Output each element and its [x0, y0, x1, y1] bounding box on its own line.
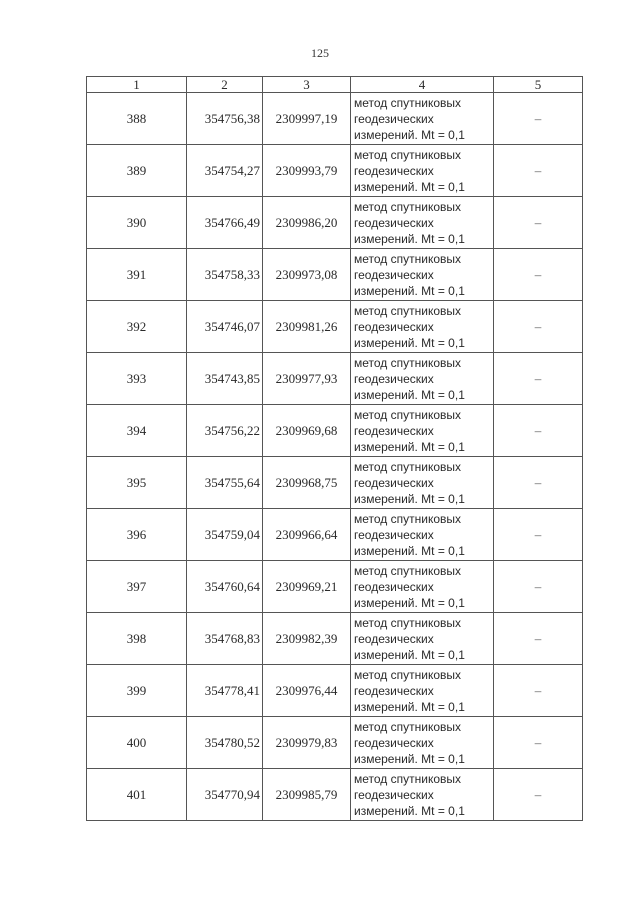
x-coordinate-cell: 354756,22: [187, 405, 263, 457]
table-row: [87, 665, 583, 717]
x-coordinate-cell: 354768,83: [187, 613, 263, 665]
table-row: [87, 93, 583, 145]
method-line: метод спутниковых: [354, 251, 462, 266]
point-number-cell: 389: [87, 145, 187, 197]
method-line: геодезических: [354, 631, 434, 646]
method-line: измерений. Mt = 0,1: [354, 439, 465, 454]
y-coordinate-cell: 2309977,93: [263, 353, 351, 405]
point-number-cell: 397: [87, 561, 187, 613]
y-coordinate-cell: 2309969,21: [263, 561, 351, 613]
point-number-cell: 391: [87, 249, 187, 301]
point-number-cell: 388: [87, 93, 187, 145]
method-line: геодезических: [354, 787, 434, 802]
y-coordinate-cell: 2309969,68: [263, 405, 351, 457]
note-cell: –: [494, 301, 583, 353]
note-cell: –: [494, 509, 583, 561]
x-coordinate-cell: 354758,33: [187, 249, 263, 301]
method-line: измерений. Mt = 0,1: [354, 283, 465, 298]
point-number-cell: 399: [87, 665, 187, 717]
table-row: [87, 249, 583, 301]
table-row: [87, 769, 583, 821]
point-number-cell: 394: [87, 405, 187, 457]
x-coordinate-cell: 354778,41: [187, 665, 263, 717]
point-number-cell: 396: [87, 509, 187, 561]
x-coordinate-cell: 354746,07: [187, 301, 263, 353]
method-cell: [351, 769, 494, 821]
method-line: метод спутниковых: [354, 563, 462, 578]
note-cell: –: [494, 405, 583, 457]
x-coordinate-cell: 354756,38: [187, 93, 263, 145]
method-cell: [351, 301, 494, 353]
method-cell: [351, 665, 494, 717]
x-coordinate-cell: 354759,04: [187, 509, 263, 561]
method-line: измерений. Mt = 0,1: [354, 751, 465, 766]
point-number-cell: 398: [87, 613, 187, 665]
y-coordinate-cell: 2309993,79: [263, 145, 351, 197]
method-cell: [351, 561, 494, 613]
point-number-cell: 390: [87, 197, 187, 249]
method-line: измерений. Mt = 0,1: [354, 647, 465, 662]
x-coordinate-cell: 354766,49: [187, 197, 263, 249]
method-line: геодезических: [354, 163, 434, 178]
y-coordinate-cell: 2309966,64: [263, 509, 351, 561]
method-line: геодезических: [354, 683, 434, 698]
point-number-cell: 395: [87, 457, 187, 509]
method-line: геодезических: [354, 579, 434, 594]
point-number-cell: 393: [87, 353, 187, 405]
method-cell: [351, 457, 494, 509]
method-line: метод спутниковых: [354, 95, 462, 110]
method-line: измерений. Mt = 0,1: [354, 803, 465, 818]
column-header-3: 3: [263, 77, 351, 93]
method-line: метод спутниковых: [354, 719, 462, 734]
coordinates-table: [86, 76, 583, 821]
method-line: метод спутниковых: [354, 511, 462, 526]
method-line: геодезических: [354, 735, 434, 750]
method-line: измерений. Mt = 0,1: [354, 595, 465, 610]
method-line: геодезических: [354, 319, 434, 334]
note-cell: –: [494, 665, 583, 717]
method-line: геодезических: [354, 267, 434, 282]
method-line: метод спутниковых: [354, 303, 462, 318]
method-line: геодезических: [354, 215, 434, 230]
method-line: геодезических: [354, 423, 434, 438]
table-row: [87, 457, 583, 509]
x-coordinate-cell: 354754,27: [187, 145, 263, 197]
method-line: метод спутниковых: [354, 407, 462, 422]
y-coordinate-cell: 2309982,39: [263, 613, 351, 665]
method-line: геодезических: [354, 371, 434, 386]
note-cell: –: [494, 613, 583, 665]
method-line: измерений. Mt = 0,1: [354, 127, 465, 142]
note-cell: –: [494, 457, 583, 509]
x-coordinate-cell: 354760,64: [187, 561, 263, 613]
column-header-5: 5: [494, 77, 583, 93]
table-row: [87, 145, 583, 197]
point-number-cell: 392: [87, 301, 187, 353]
column-header-1: 1: [87, 77, 187, 93]
note-cell: –: [494, 717, 583, 769]
note-cell: –: [494, 249, 583, 301]
method-line: метод спутниковых: [354, 771, 462, 786]
method-line: геодезических: [354, 111, 434, 126]
method-line: измерений. Mt = 0,1: [354, 231, 465, 246]
method-line: метод спутниковых: [354, 667, 462, 682]
y-coordinate-cell: 2309986,20: [263, 197, 351, 249]
table-row: [87, 301, 583, 353]
method-line: метод спутниковых: [354, 615, 462, 630]
x-coordinate-cell: 354770,94: [187, 769, 263, 821]
note-cell: –: [494, 561, 583, 613]
method-line: измерений. Mt = 0,1: [354, 335, 465, 350]
table-row: [87, 405, 583, 457]
method-cell: [351, 613, 494, 665]
y-coordinate-cell: 2309968,75: [263, 457, 351, 509]
method-cell: [351, 93, 494, 145]
y-coordinate-cell: 2309997,19: [263, 93, 351, 145]
method-cell: [351, 353, 494, 405]
method-cell: [351, 145, 494, 197]
y-coordinate-cell: 2309985,79: [263, 769, 351, 821]
y-coordinate-cell: 2309979,83: [263, 717, 351, 769]
x-coordinate-cell: 354755,64: [187, 457, 263, 509]
note-cell: –: [494, 93, 583, 145]
method-line: измерений. Mt = 0,1: [354, 491, 465, 506]
note-cell: –: [494, 197, 583, 249]
x-coordinate-cell: 354743,85: [187, 353, 263, 405]
method-line: измерений. Mt = 0,1: [354, 543, 465, 558]
method-cell: [351, 249, 494, 301]
method-line: измерений. Mt = 0,1: [354, 387, 465, 402]
table-row: [87, 613, 583, 665]
header-row: [87, 77, 583, 93]
column-header-4: 4: [351, 77, 494, 93]
column-header-2: 2: [187, 77, 263, 93]
table-row: [87, 197, 583, 249]
method-line: измерений. Mt = 0,1: [354, 699, 465, 714]
method-line: метод спутниковых: [354, 199, 462, 214]
method-line: геодезических: [354, 475, 434, 490]
y-coordinate-cell: 2309976,44: [263, 665, 351, 717]
point-number-cell: 401: [87, 769, 187, 821]
x-coordinate-cell: 354780,52: [187, 717, 263, 769]
method-line: метод спутниковых: [354, 355, 462, 370]
table-header: [87, 77, 583, 93]
y-coordinate-cell: 2309973,08: [263, 249, 351, 301]
method-cell: [351, 717, 494, 769]
method-line: измерений. Mt = 0,1: [354, 179, 465, 194]
y-coordinate-cell: 2309981,26: [263, 301, 351, 353]
note-cell: –: [494, 353, 583, 405]
table-row: [87, 509, 583, 561]
page-number: 125: [311, 46, 329, 60]
method-cell: [351, 197, 494, 249]
table-row: [87, 561, 583, 613]
note-cell: –: [494, 769, 583, 821]
point-number-cell: 400: [87, 717, 187, 769]
method-line: геодезических: [354, 527, 434, 542]
method-line: метод спутниковых: [354, 459, 462, 474]
table-body: [87, 93, 583, 821]
note-cell: –: [494, 145, 583, 197]
table-row: [87, 353, 583, 405]
method-cell: [351, 509, 494, 561]
table-row: [87, 717, 583, 769]
method-line: метод спутниковых: [354, 147, 462, 162]
method-cell: [351, 405, 494, 457]
